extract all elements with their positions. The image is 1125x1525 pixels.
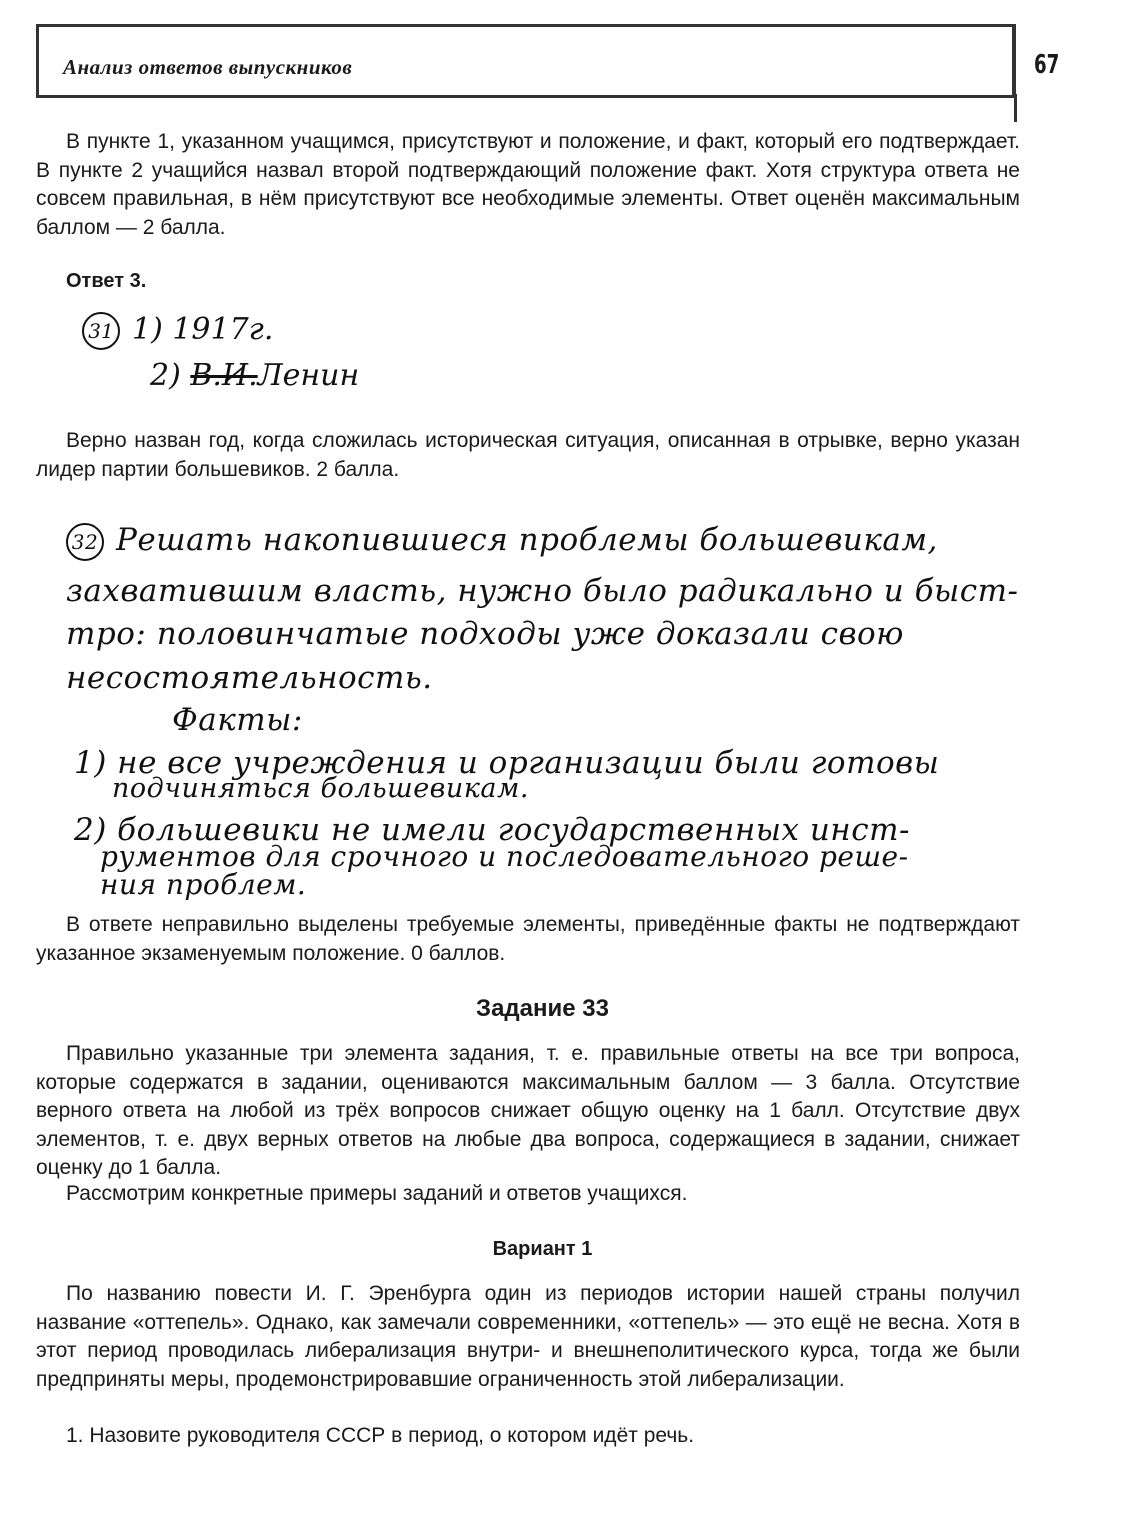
handwriting-32-line: тро: половинчатые подходы уже доказали свою <box>66 616 904 652</box>
variant-1-title: Вариант 1 <box>492 1238 593 1260</box>
handwriting-32-line: 1) не все учреждения и организации были готовы <box>74 745 940 781</box>
handwriting-32-line: несостоятельность. <box>66 660 433 696</box>
handwriting-31-number: 31 <box>82 312 120 350</box>
handwriting-32-text: Решать накопившиеся проблемы большевикам, <box>116 522 938 558</box>
answer-3-label: Ответ 3. <box>66 270 147 292</box>
handwriting-31-line-2 <box>150 358 359 393</box>
handwriting-32-line: захватившим власть, нужно было радикально и быст- <box>66 573 1019 609</box>
handwriting-31-item-2: 2) <box>150 358 181 393</box>
comment-32: В ответе неправильно выделены требуемые элементы, приведённые факты не подтверждают указанное экзаменуемым положение. 0 баллов. <box>36 913 1020 965</box>
handwriting-31-struck-text: В.И. <box>190 358 258 393</box>
header-box <box>36 24 1016 98</box>
handwriting-31-year: 1) 1917г. <box>132 312 274 347</box>
handwriting-32-line: рументов для срочного и последовательного реше- <box>100 840 909 873</box>
task-33-paragraph-1: Правильно указанные три элемента задания, т. е. правильные ответы на все три вопроса, которые содержатся в задании, оцениваются максимальным баллом — 3 балла. Отсутствие верного ответа на любой из трёх вопросов снижает общую оценку на 1 балл. Отсутствие двух элементов, т. е. двух верных ответов на любые два вопроса, содержащиеся в задании, снижает оценку до 1 балла. <box>36 1042 1020 1179</box>
handwriting-31-line-1 <box>82 312 273 350</box>
handwriting-32-line: подчиняться большевикам. <box>112 773 529 804</box>
handwriting-31-name: Ленин <box>257 358 360 393</box>
handwriting-32-line: ния проблем. <box>100 868 307 901</box>
comment-31: Верно назван год, когда сложилась историческая ситуация, описанная в отрывке, верно указан лидер партии большевиков. 2 балла. <box>36 429 1020 481</box>
task-33-title: Задание 33 <box>476 995 609 1022</box>
handwriting-32-number: 32 <box>66 523 104 561</box>
intro-paragraph: В пункте 1, указанном учащимся, присутствуют и положение, и факт, который его подтверждает. В пункте 2 учащийся назвал второй подтверждающий положение факт. Хотя структура ответа не совсем правильная, в нём присутствуют все необходимые элементы. Ответ оценён максимальным баллом — 2 балла. <box>36 130 1020 239</box>
running-header-title: Анализ ответов выпускников <box>63 55 353 79</box>
handwriting-32-facts-heading: Факты: <box>172 702 303 738</box>
header-divider <box>1014 94 1017 122</box>
handwriting-32-line: 2) большевики не имели государственных инст- <box>74 812 910 848</box>
handwriting-32-line <box>66 522 938 561</box>
task-33-paragraph-2: Рассмотрим конкретные примеры заданий и ответов учащихся. <box>66 1182 688 1205</box>
question-1: 1. Назовите руководителя СССР в период, о котором идёт речь. <box>66 1424 695 1447</box>
variant-1-text: По названию повести И. Г. Эренбурга один из периодов истории нашей страны получил название «оттепель». Однако, как замечали современники, «оттепель» — это ещё не весна. Хотя в этот период проводилась либерализация внутри- и внешнеполитического курса, тогда же были предприняты меры, продемонстрировавшие ограниченность этой либерализации. <box>36 1282 1020 1391</box>
page-number: 67 <box>1034 50 1060 80</box>
